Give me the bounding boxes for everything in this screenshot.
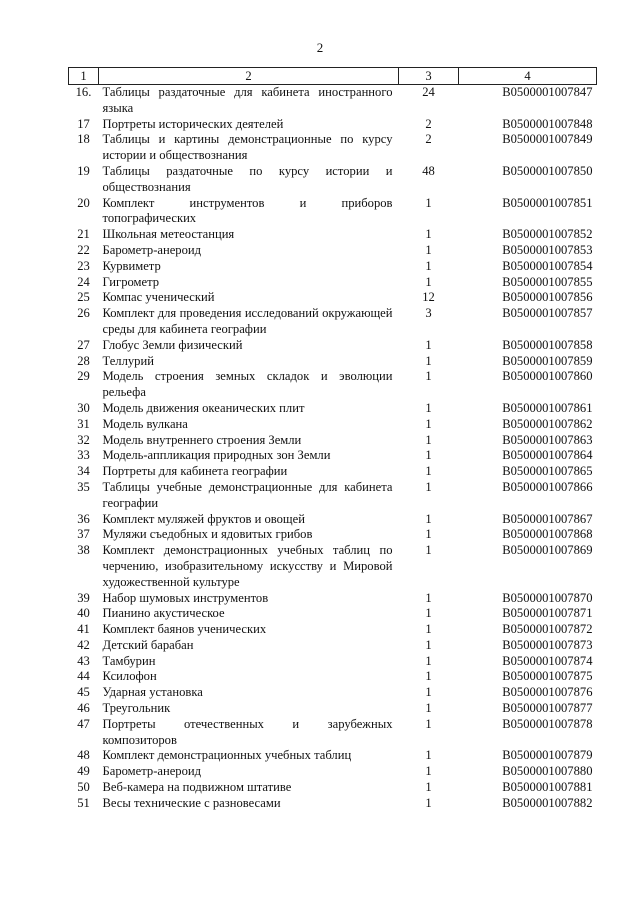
item-name: Курвиметр [102, 258, 161, 273]
header-row [69, 68, 597, 85]
table-row [69, 433, 597, 449]
item-name: Комплект демонстрационных учебных таблиц [102, 748, 352, 763]
row-number: 49 [77, 764, 90, 779]
item-name: Веб-камера на подвижном штативе [102, 780, 292, 795]
table-row [69, 417, 597, 433]
item-quantity: 1 [425, 448, 432, 463]
row-number: 33 [77, 448, 90, 463]
row-number: 22 [77, 242, 90, 257]
item-name: Модель-аппликация природных зон Земли [102, 448, 331, 463]
item-quantity: 1 [425, 400, 432, 415]
row-number: 43 [77, 653, 90, 668]
item-quantity: 2 [425, 132, 432, 147]
item-name: Барометр-анероид [102, 764, 202, 779]
item-name: Пианино акустическое [102, 606, 225, 621]
table-row [69, 606, 597, 622]
table-row [69, 527, 597, 543]
inventory-code: B0500001007848 [502, 116, 593, 131]
item-name: Комплект муляжей фруктов и овощей [102, 511, 305, 526]
inventory-code: B0500001007880 [502, 764, 593, 779]
inventory-code: B0500001007856 [502, 290, 593, 305]
row-number: 36 [77, 511, 90, 526]
item-name: Компас ученический [102, 290, 215, 305]
row-number: 39 [77, 590, 90, 605]
inventory-code: B0500001007873 [502, 637, 593, 652]
item-name: Комплект баянов ученических [102, 622, 267, 637]
item-quantity: 1 [425, 195, 432, 210]
inventory-code: B0500001007854 [502, 258, 593, 273]
inventory-code: B0500001007864 [502, 448, 593, 463]
item-quantity: 1 [425, 543, 432, 558]
item-name: Барометр-анероид [102, 242, 202, 257]
table-row [69, 464, 597, 480]
item-quantity: 2 [425, 116, 432, 131]
row-number: 23 [77, 258, 90, 273]
inventory-code: B0500001007878 [502, 716, 593, 731]
item-name: Ксилофон [102, 669, 157, 684]
row-number: 37 [77, 527, 90, 542]
item-name: Таблицы и картины демонстрационные по курсу истории и обществознания [102, 132, 393, 163]
row-number: 16. [75, 85, 92, 99]
row-number: 50 [77, 780, 90, 795]
table-row [69, 338, 597, 354]
item-quantity: 1 [425, 416, 432, 431]
table-row [69, 701, 597, 717]
item-quantity: 1 [425, 637, 432, 652]
row-number: 45 [77, 685, 90, 700]
inventory-code: B0500001007863 [502, 432, 593, 447]
table-row [69, 591, 597, 607]
inventory-code: B0500001007849 [502, 132, 593, 147]
inventory-code: B0500001007881 [502, 780, 593, 795]
column-header-4: 4 [459, 68, 597, 85]
inventory-code: B0500001007877 [502, 701, 593, 716]
item-quantity: 1 [425, 685, 432, 700]
item-name: Весы технические с разновесами [102, 795, 281, 810]
item-name: Портреты исторических деятелей [102, 116, 284, 131]
table-row [69, 85, 597, 117]
row-number: 25 [77, 290, 90, 305]
item-name: Муляжи съедобных и ядовитых грибов [102, 527, 313, 542]
item-name: Портреты отечественных и зарубежных композиторов [102, 716, 393, 747]
row-number: 21 [77, 227, 90, 242]
inventory-code: B0500001007858 [502, 337, 593, 352]
row-number: 27 [77, 337, 90, 352]
table-row [69, 275, 597, 291]
inventory-code: B0500001007879 [502, 748, 593, 763]
inventory-code: B0500001007876 [502, 685, 593, 700]
item-name: Модель строения земных складок и эволюции рельефа [102, 369, 393, 400]
inventory-code: B0500001007875 [502, 669, 593, 684]
item-name: Школьная метеостанция [102, 227, 235, 242]
inventory-code: B0500001007870 [502, 590, 593, 605]
row-number: 51 [77, 795, 90, 810]
row-number: 46 [77, 701, 90, 716]
item-quantity: 1 [425, 780, 432, 795]
item-quantity: 1 [425, 511, 432, 526]
row-number: 30 [77, 400, 90, 415]
item-quantity: 1 [425, 337, 432, 352]
table-row [69, 401, 597, 417]
item-name: Треугольник [102, 701, 171, 716]
table-row [69, 243, 597, 259]
item-quantity: 1 [425, 653, 432, 668]
inventory-code: B0500001007850 [502, 163, 593, 178]
inventory-code: B0500001007852 [502, 227, 593, 242]
table-row [69, 685, 597, 701]
item-name: Таблицы учебные демонстрационные для кабинета географии [102, 479, 393, 510]
item-quantity: 1 [425, 432, 432, 447]
table-row [69, 164, 597, 196]
inventory-code: B0500001007868 [502, 527, 593, 542]
table-row [69, 796, 597, 812]
row-number: 42 [77, 637, 90, 652]
inventory-code: B0500001007872 [502, 622, 593, 637]
inventory-code: B0500001007874 [502, 653, 593, 668]
item-name: Тамбурин [102, 653, 156, 668]
item-name: Гигрометр [102, 274, 160, 289]
item-name: Набор шумовых инструментов [102, 590, 269, 605]
item-quantity: 1 [425, 527, 432, 542]
item-quantity: 1 [425, 369, 432, 384]
row-number: 44 [77, 669, 90, 684]
item-name: Комплект демонстрационных учебных таблиц по черчению, изобразительному искусству и Мировой художественной культуре [102, 543, 393, 589]
row-number: 40 [77, 606, 90, 621]
table-row [69, 290, 597, 306]
inventory-code: B0500001007866 [502, 479, 593, 494]
row-number: 48 [77, 748, 90, 763]
row-number: 20 [77, 195, 90, 210]
row-number: 47 [77, 716, 90, 731]
inventory-code: B0500001007869 [502, 543, 593, 558]
item-name: Модель вулкана [102, 416, 188, 431]
item-quantity: 1 [425, 258, 432, 273]
item-name: Комплект для проведения исследований окружающей среды для кабинета географии [102, 306, 393, 336]
table-header [69, 68, 597, 85]
item-name: Портреты для кабинета географии [102, 464, 288, 479]
item-quantity: 1 [425, 479, 432, 494]
table-row [69, 117, 597, 133]
inventory-code: B0500001007851 [502, 195, 593, 210]
table-row [69, 196, 597, 228]
item-name: Таблицы раздаточные по курсу истории и обществознания [102, 163, 393, 194]
row-number: 28 [77, 353, 90, 368]
item-quantity: 1 [425, 764, 432, 779]
table-row [69, 543, 597, 590]
table-row [69, 480, 597, 512]
row-number: 34 [77, 464, 90, 479]
row-number: 32 [77, 432, 90, 447]
item-quantity: 1 [425, 795, 432, 810]
table-row [69, 227, 597, 243]
item-quantity: 3 [425, 306, 432, 321]
item-quantity: 1 [425, 590, 432, 605]
table-row [69, 512, 597, 528]
inventory-code: B0500001007862 [502, 416, 593, 431]
item-quantity: 1 [425, 669, 432, 684]
row-number: 29 [77, 369, 90, 384]
item-name: Детский барабан [102, 637, 194, 652]
inventory-code: B0500001007855 [502, 274, 593, 289]
page-number: 2 [316, 40, 324, 55]
inventory-code: B0500001007859 [502, 353, 593, 368]
row-number: 24 [77, 274, 90, 289]
table-body [69, 85, 597, 812]
row-number: 19 [77, 163, 90, 178]
table-row [69, 306, 597, 338]
row-number: 18 [77, 132, 90, 147]
item-name: Таблицы раздаточные для кабинета иностранного языка [102, 85, 393, 115]
row-number: 31 [77, 416, 90, 431]
item-name: Глобус Земли физический [102, 337, 243, 352]
table-row [69, 448, 597, 464]
column-header-2: 2 [99, 68, 399, 85]
inventory-code: B0500001007853 [502, 242, 593, 257]
row-number: 38 [77, 543, 90, 558]
inventory-table [68, 67, 597, 812]
inventory-code: B0500001007867 [502, 511, 593, 526]
table-row [69, 369, 597, 401]
inventory-code: B0500001007871 [502, 606, 593, 621]
item-quantity: 1 [425, 242, 432, 257]
table-row [69, 654, 597, 670]
item-name: Комплект инструментов и приборов топографических [102, 195, 393, 226]
item-quantity: 48 [422, 163, 435, 178]
item-name: Модель внутреннего строения Земли [102, 432, 302, 447]
item-quantity: 24 [422, 85, 435, 99]
table-row [69, 354, 597, 370]
item-quantity: 1 [425, 353, 432, 368]
table-row [69, 132, 597, 164]
inventory-code: B0500001007857 [502, 306, 593, 321]
table-row [69, 748, 597, 764]
item-quantity: 1 [425, 622, 432, 637]
inventory-code: B0500001007861 [502, 400, 593, 415]
item-quantity: 1 [425, 701, 432, 716]
inventory-code: B0500001007847 [502, 85, 593, 99]
table-row [69, 764, 597, 780]
item-quantity: 1 [425, 464, 432, 479]
row-number: 26 [77, 306, 90, 321]
item-quantity: 1 [425, 227, 432, 242]
table-row [69, 638, 597, 654]
row-number: 17 [77, 116, 90, 131]
table-row [69, 717, 597, 749]
item-name: Модель движения океанических плит [102, 400, 305, 415]
table-row [69, 259, 597, 275]
column-header-1: 1 [69, 68, 99, 85]
table-row [69, 669, 597, 685]
table-row [69, 622, 597, 638]
column-header-3: 3 [399, 68, 459, 85]
row-number: 41 [77, 622, 90, 637]
inventory-code: B0500001007882 [502, 795, 593, 810]
item-name: Ударная установка [102, 685, 203, 700]
item-quantity: 12 [422, 290, 435, 305]
item-quantity: 1 [425, 606, 432, 621]
item-quantity: 1 [425, 716, 432, 731]
inventory-code: B0500001007860 [502, 369, 593, 384]
item-quantity: 1 [425, 748, 432, 763]
inventory-code: B0500001007865 [502, 464, 593, 479]
item-quantity: 1 [425, 274, 432, 289]
item-name: Теллурий [102, 353, 154, 368]
table-row [69, 780, 597, 796]
row-number: 35 [77, 479, 90, 494]
